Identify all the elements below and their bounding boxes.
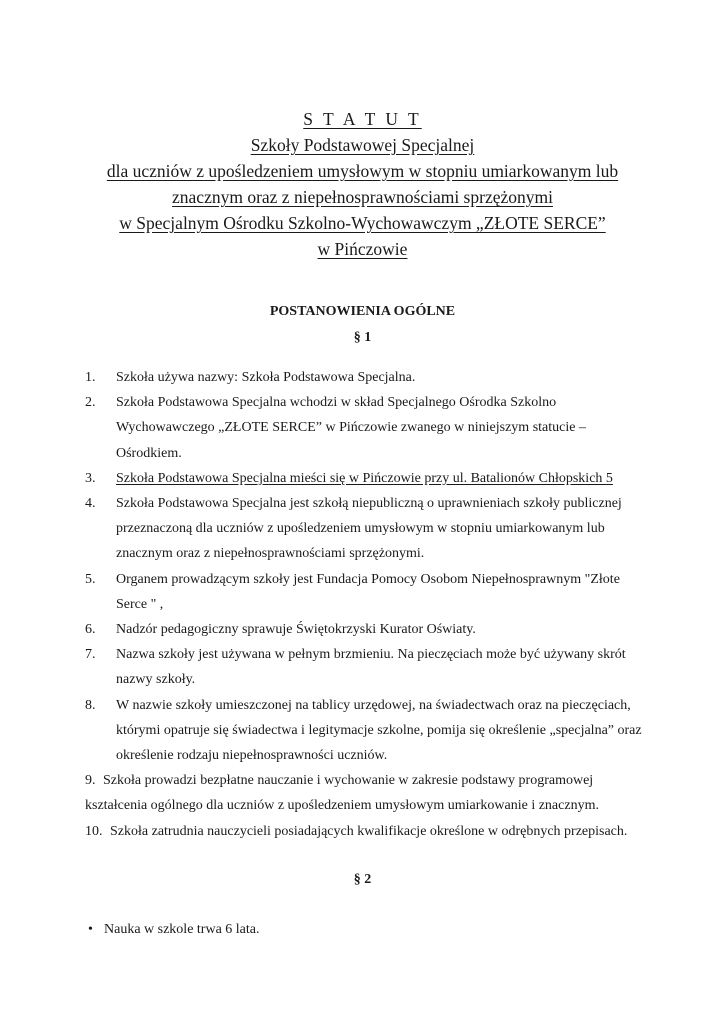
title-line-6: w Pińczowie xyxy=(317,239,408,259)
item-text: Szkoła Podstawowa Specjalna wchodzi w skład Specjalnego Ośrodka Szkolno Wychowawczego „ZŁOTE SERCE” w Pińczowie zwanego w niniejszym statucie – Ośrodkiem. xyxy=(116,395,586,461)
title-line-1: S T A T U T xyxy=(303,109,422,129)
item-text: Szkoła prowadzi bezpłatne nauczanie i wychowanie w zakresie podstawy programowej kształcenia ogólnego dla uczniów z upośledzeniem umysłowym umiarkowanie i znacznym. xyxy=(85,773,599,814)
list-item xyxy=(85,617,645,642)
list-item xyxy=(85,491,645,567)
item-number: 6. xyxy=(85,622,96,638)
list-item xyxy=(85,693,645,769)
item-number: 8. xyxy=(85,697,96,713)
item-text: Nazwa szkoły jest używana w pełnym brzmieniu. Na pieczęciach może być używany skrót nazwy szkoły. xyxy=(116,647,626,688)
item-number: 1. xyxy=(85,370,96,385)
list-item xyxy=(85,819,645,844)
item-number: 3. xyxy=(85,470,96,486)
provisions-list xyxy=(85,365,645,844)
title-line-3: dla uczniów z upośledzeniem umysłowym w stopniu umiarkowanym lub xyxy=(106,161,619,181)
title-line-5: w Specjalnym Ośrodku Szkolno-Wychowawczym „ZŁOTE SERCE” xyxy=(119,213,606,233)
paragraph-1-mark: § 1 xyxy=(353,330,372,345)
item-text: Szkoła zatrudnia nauczycieli posiadających kwalifikacje określone w odrębnych przepisach. xyxy=(110,823,628,839)
item-text: Organem prowadzącym szkoły jest Fundacja Pomocy Osobom Niepełnosprawnym "Złote Serce " , xyxy=(116,571,620,612)
item-number: 2. xyxy=(85,395,96,411)
bullet-symbol: • xyxy=(88,922,93,937)
item-text: Szkoła używa nazwy: Szkoła Podstawowa Specjalna. xyxy=(116,370,416,385)
item-text: W nazwie szkoły umieszczonej na tablicy urzędowej, na świadectwach oraz na pieczęciach, którymi opatruje się świadectwa i legitymacje szkolne, pomija się określenie „specjalna” oraz określenie rodzaju niepełnosprawności uczniów. xyxy=(116,697,642,764)
item-text: Szkoła Podstawowa Specjalna mieści się w Pińczowie przy ul. Batalionów Chłopskich 5 xyxy=(116,470,613,486)
list-item xyxy=(85,390,645,466)
title-line-2: Szkoły Podstawowej Specjalnej xyxy=(250,135,475,155)
item-number: 9. xyxy=(85,773,96,789)
item-text: Nadzór pedagogiczny sprawuje Świętokrzyski Kurator Oświaty. xyxy=(116,622,476,638)
item-text: Szkoła Podstawowa Specjalna jest szkołą niepubliczną o uprawnieniach szkoły publicznej przeznaczoną dla uczniów z upośledzeniem umysłowym w stopniu umiarkowanym lub znacznym oraz z niepełnosprawnościami sprzężonymi. xyxy=(116,496,622,562)
section-heading: POSTANOWIENIA OGÓLNE xyxy=(269,304,456,319)
list-item xyxy=(85,642,645,692)
list-item xyxy=(85,466,645,491)
bullet-item xyxy=(88,917,260,942)
list-item xyxy=(85,567,645,617)
list-item xyxy=(85,365,645,390)
bullet-text: Nauka w szkole trwa 6 lata. xyxy=(104,922,260,937)
item-number: 5. xyxy=(85,571,96,587)
statute-title xyxy=(0,106,725,262)
item-number: 4. xyxy=(85,496,96,512)
title-line-4: znacznym oraz z niepełnosprawnościami sprzężonymi xyxy=(172,187,553,207)
item-number: 10. xyxy=(85,823,103,839)
item-number: 7. xyxy=(85,647,96,663)
list-item xyxy=(85,768,645,818)
paragraph-2-mark: § 2 xyxy=(353,872,372,887)
